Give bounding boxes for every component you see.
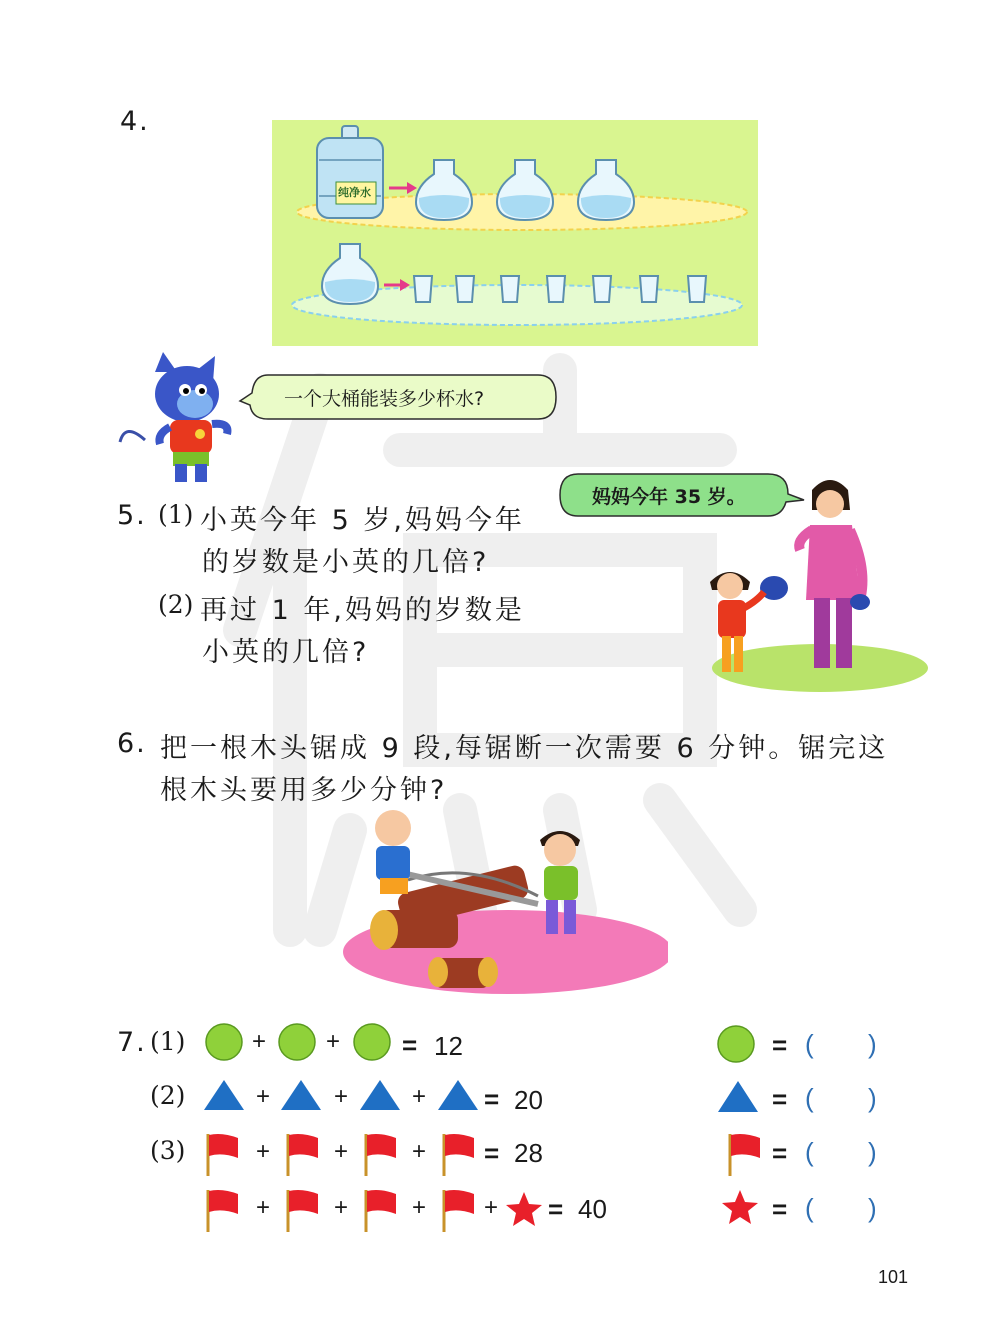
water-illustration (272, 120, 758, 346)
equals-sign: = (402, 1030, 418, 1060)
blue-cat-character (115, 352, 245, 487)
answer-blank-open[interactable]: ( (805, 1193, 814, 1223)
equals-sign: = (772, 1194, 788, 1224)
star-icon (720, 1188, 760, 1232)
plus-sign: + (412, 1138, 427, 1165)
plus-sign: + (256, 1194, 271, 1221)
problem5-part1-label: (1) (158, 500, 194, 529)
problem5-number: 5. (117, 500, 147, 531)
triangle-icon (716, 1078, 760, 1120)
flag-icon (722, 1130, 766, 1184)
equals-sign: = (548, 1194, 564, 1224)
circle-icon (716, 1024, 756, 1068)
plus-sign: + (334, 1194, 349, 1221)
bucket-label: 纯净水 (338, 186, 371, 199)
plus-sign: + (334, 1083, 349, 1110)
plus-sign: + (326, 1028, 341, 1055)
plus-sign: + (256, 1138, 271, 1165)
row2-result: 20 (514, 1085, 543, 1115)
problem5-part2-line2: 小英的几倍? (202, 637, 370, 668)
answer-blank-close[interactable]: ) (868, 1137, 877, 1167)
problem6-line2: 根木头要用多少分钟? (160, 775, 448, 806)
answer-blank-close[interactable]: ) (868, 1193, 877, 1223)
plus-sign: + (252, 1028, 267, 1055)
plus-sign: + (484, 1194, 499, 1221)
age-bubble-text: 妈妈今年 35 岁。 (592, 486, 746, 508)
sawing-illustration (338, 800, 668, 1000)
answer-blank-close[interactable]: ) (868, 1083, 877, 1113)
equals-sign: = (772, 1138, 788, 1168)
row4-result: 40 (578, 1194, 607, 1224)
water-bucket (317, 126, 383, 218)
row3-equation (200, 1130, 500, 1180)
equals-sign: = (484, 1084, 500, 1114)
answer-blank-open[interactable]: ( (805, 1137, 814, 1167)
plus-sign: + (412, 1194, 427, 1221)
answer-blank-open[interactable]: ( (805, 1029, 814, 1059)
row1-result: 12 (434, 1031, 463, 1061)
answer-blank-close[interactable]: ) (868, 1029, 877, 1059)
equals-sign: = (772, 1084, 788, 1114)
question-bubble (238, 371, 560, 423)
equals-sign: = (484, 1138, 500, 1168)
problem7-part2-label: (2) (150, 1081, 186, 1110)
answer-blank-open[interactable]: ( (805, 1083, 814, 1113)
problem7-number: 7. (117, 1027, 147, 1058)
equals-sign: = (772, 1030, 788, 1060)
plus-sign: + (256, 1083, 271, 1110)
problem4-number: 4. (120, 106, 150, 137)
row2-equation (200, 1076, 500, 1116)
problem5-part1-line2: 的岁数是小英的几倍? (202, 547, 490, 578)
problem5-part2-line1: 再过 1 年,妈妈的岁数是 (200, 595, 525, 626)
problem6-number: 6. (117, 728, 147, 759)
problem5-part2-label: (2) (158, 590, 194, 619)
problem6-line1: 把一根木头锯成 9 段,每锯断一次需要 6 分钟。锯完这 (160, 733, 889, 764)
problem5-part1-line1: 小英今年 5 岁,妈妈今年 (200, 505, 525, 536)
plus-sign: + (412, 1083, 427, 1110)
mother-child-illustration (700, 470, 930, 695)
plus-sign: + (334, 1138, 349, 1165)
row3-result: 28 (514, 1138, 543, 1168)
problem7-part1-label: (1) (150, 1027, 186, 1056)
page-number: 101 (878, 1267, 909, 1287)
question-bubble-text: 一个大桶能装多少杯水? (284, 388, 485, 410)
problem7-part3-label: (3) (150, 1136, 186, 1165)
